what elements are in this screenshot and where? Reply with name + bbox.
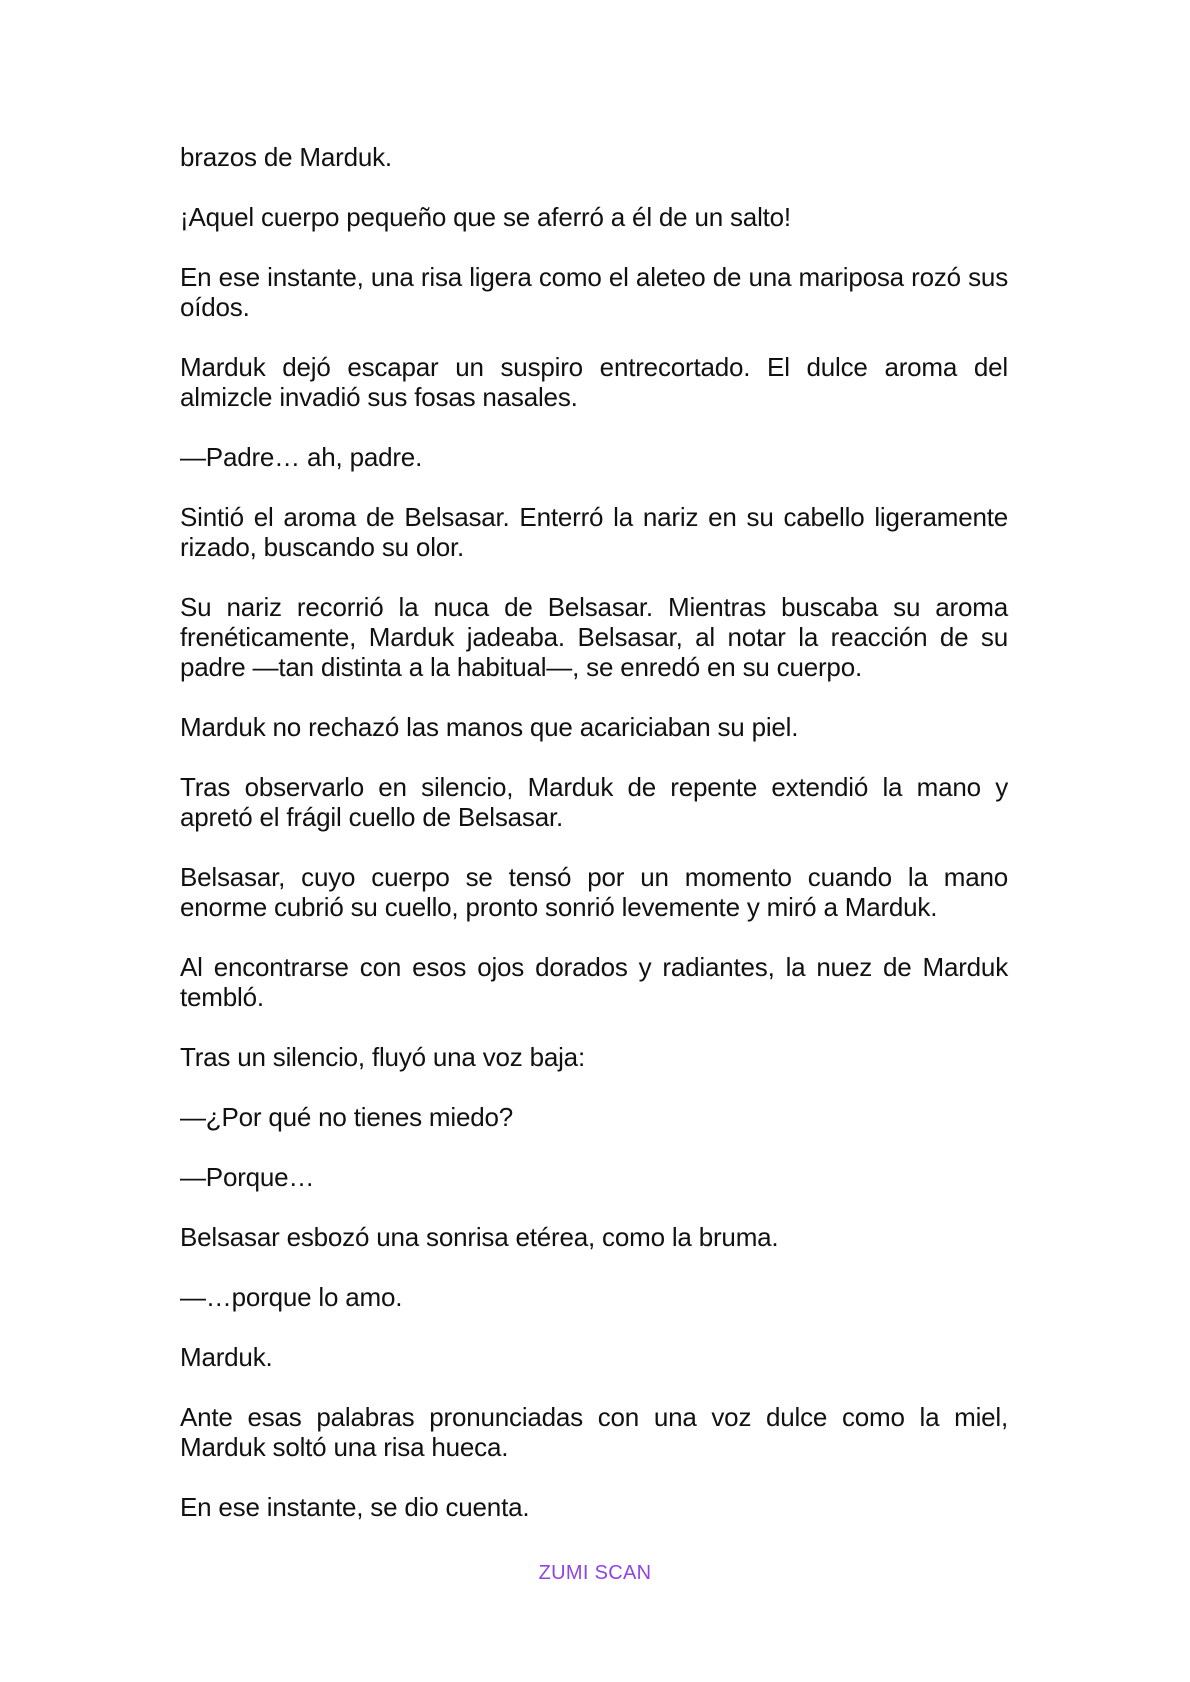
paragraph: Al encontrarse con esos ojos dorados y radiantes, la nuez de Marduk tembló. [180,952,1008,1012]
paragraph: Tras un silencio, fluyó una voz baja: [180,1042,585,1072]
paragraph: Su nariz recorrió la nuca de Belsasar. Mientras buscaba su aroma frenéticamente, Marduk jadeaba. Belsasar, al notar la reacción de su padre —tan distinta a la habitual—, se enredó en su cuerpo. [180,592,1008,682]
document-body [180,142,1008,1552]
paragraph: brazos de Marduk. [180,142,392,172]
paragraph: Tras observarlo en silencio, Marduk de repente extendió la mano y apretó el frágil cuello de Belsasar. [180,772,1008,832]
paragraph: En ese instante, se dio cuenta. [180,1492,530,1522]
dialogue-line: —Padre… ah, padre. [180,442,423,472]
paragraph: Sintió el aroma de Belsasar. Enterró la nariz en su cabello ligeramente rizado, buscando su olor. [180,502,1008,562]
dialogue-line: —…porque lo amo. [180,1282,403,1312]
paragraph: Ante esas palabras pronunciadas con una voz dulce como la miel, Marduk soltó una risa hueca. [180,1402,1008,1462]
paragraph: Marduk no rechazó las manos que acariciaban su piel. [180,712,799,742]
paragraph: Marduk. [180,1342,273,1372]
dialogue-line: —¿Por qué no tienes miedo? [180,1102,513,1132]
paragraph: En ese instante, una risa ligera como el aleteo de una mariposa rozó sus oídos. [180,262,1008,322]
paragraph: Marduk dejó escapar un suspiro entrecortado. El dulce aroma del almizcle invadió sus fosas nasales. [180,352,1008,412]
paragraph: Belsasar, cuyo cuerpo se tensó por un momento cuando la mano enorme cubrió su cuello, pronto sonrió levemente y miró a Marduk. [180,862,1008,922]
dialogue-line: —Porque… [180,1162,315,1192]
paragraph: Belsasar esbozó una sonrisa etérea, como la bruma. [180,1222,779,1252]
watermark-footer: ZUMI SCAN [538,1562,652,1584]
paragraph: ¡Aquel cuerpo pequeño que se aferró a él de un salto! [180,202,791,232]
